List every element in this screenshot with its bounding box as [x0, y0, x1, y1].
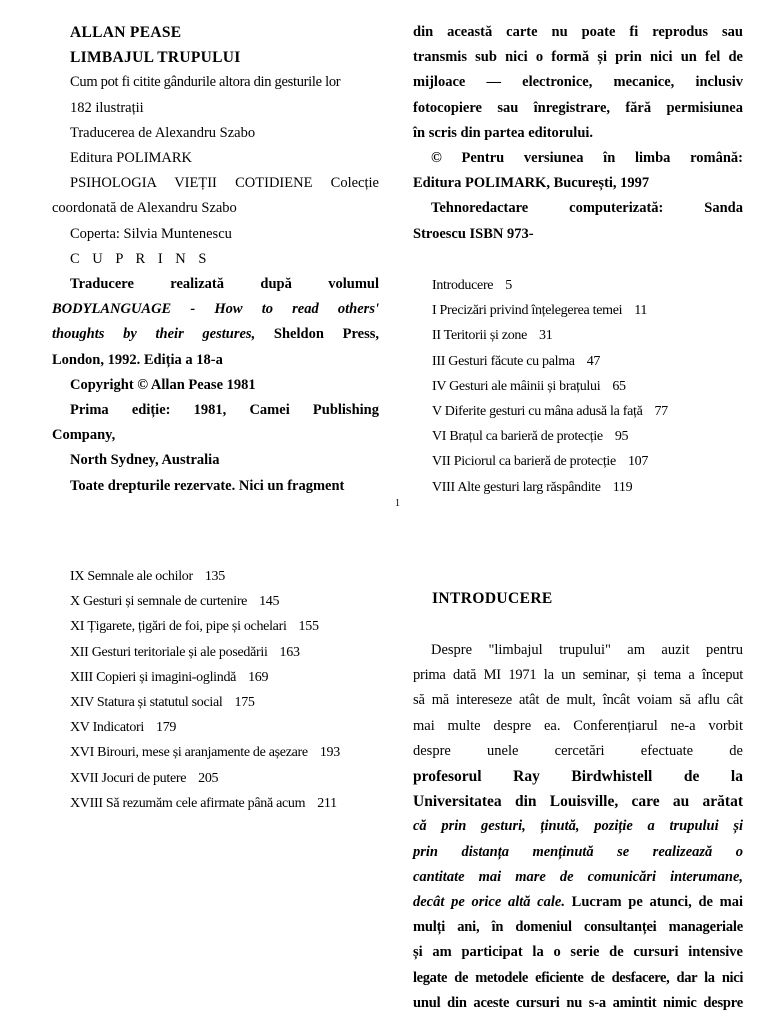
toc-entry[interactable]: IX Semnale ale ochilor 135: [70, 569, 225, 584]
intro-line: prima dată MI 1971 la un seminar, și tema a început: [413, 667, 743, 684]
collection-line-2: coordonată de Alexandru Szabo: [52, 200, 237, 217]
intro-emphasis: decât pe orice altă cale.: [413, 894, 565, 911]
page1-left-column: [52, 20, 379, 499]
book-author: ALLAN PEASE: [70, 24, 182, 41]
translation-line-2: BODYLANGUAGE - How to read others': [52, 301, 379, 318]
page1-right-column: [413, 20, 743, 247]
toc-entry[interactable]: III Gesturi făcute cu palma 47: [432, 353, 601, 369]
rights-line-5: în scris din partea editorului.: [413, 124, 594, 141]
page2-toc: [70, 564, 400, 816]
toc-entry[interactable]: IV Gesturi ale mâinii și brațului 65: [432, 378, 626, 394]
toc-entry[interactable]: X Gesturi și semnale de curtenire 145: [70, 594, 280, 610]
publisher-line: Editura POLIMARK: [70, 150, 193, 167]
toc-entry[interactable]: XVI Birouri, mese și aranjamente de așezare 193: [70, 745, 340, 761]
rights-line: Toate drepturile rezervate. Nici un fragment: [70, 477, 345, 494]
rights-line-4: fotocopiere sau înregistrare, fără permisiunea: [413, 99, 743, 116]
toc-entry[interactable]: II Teritorii și zone 31: [432, 328, 553, 344]
intro-continuation: Lucram pe atunci, de mai: [564, 894, 743, 911]
rights-line-3: mijloace — electronice, mecanice, inclusiv: [413, 74, 743, 91]
translation-original-title: thoughts by their gestures,: [52, 326, 256, 343]
intro-line: legate de metodele eficiente de desfacere, dar la nici: [413, 969, 743, 986]
intro-line: profesorul Ray Birdwhistell de la: [413, 768, 743, 786]
translation-line-1: Traducere realizată după volumul: [70, 276, 379, 293]
toc-entry[interactable]: XIV Statura și statutul social 175: [70, 695, 255, 711]
typesetting-line-1: Tehnoredactare computerizată: Sanda: [431, 200, 743, 217]
toc-entry[interactable]: XVII Jocuri de putere 205: [70, 770, 219, 786]
version-line-1: © Pentru versiunea în limba română:: [431, 150, 743, 167]
toc-entry[interactable]: Introducere 5: [432, 278, 512, 293]
copyright-line: Copyright © Allan Pease 1981: [70, 376, 256, 393]
toc-entry[interactable]: V Diferite gesturi cu mâna adusă la față 77: [432, 404, 668, 420]
page-number: 1: [395, 498, 400, 509]
translation-line-3: [52, 322, 379, 347]
first-edition-line-1: Prima ediție: 1981, Camei Publishing: [70, 402, 379, 419]
intro-line: mulți ani, în domeniul consultanței manageriale: [413, 919, 743, 936]
intro-line: mai multe despre ea. Conferențiarul ne-a vorbit: [413, 717, 743, 734]
toc-entry[interactable]: VIII Alte gesturi larg răspândite 119: [432, 479, 633, 495]
translator-line: Traducerea de Alexandru Szabo: [70, 124, 256, 141]
book-title: LIMBAJUL TRUPULUI: [70, 49, 241, 67]
toc-entry[interactable]: XIII Copieri și imagini-oglindă 169: [70, 669, 269, 685]
contents-heading: C U P R I N S: [70, 250, 211, 267]
translation-publisher: Sheldon Press,: [255, 326, 379, 343]
location-line: North Sydney, Australia: [70, 452, 220, 469]
intro-line: să mă intereseze atât de mult, încât voiam să aflu cât: [413, 692, 743, 709]
translation-line-4: London, 1992. Ediția a 18-a: [52, 351, 223, 368]
page1-toc: [432, 273, 752, 500]
toc-entry[interactable]: XI Țigarete, țigări de foi, pipe și ochelari 155: [70, 619, 319, 635]
intro-line: despre unele cercetări efectuate de: [413, 742, 743, 759]
version-line-2: Editura POLIMARK, București, 1997: [413, 175, 650, 192]
toc-entry[interactable]: VII Piciorul ca barieră de protecție 107: [432, 454, 649, 470]
cover-credit: Coperta: Silvia Muntenescu: [70, 225, 232, 242]
book-subtitle: Cum pot fi citite gândurile altora din gesturile lor: [70, 74, 341, 91]
intro-line: Despre "limbajul trupului" am auzit pentru: [431, 642, 743, 658]
first-edition-line-2: Company,: [52, 427, 116, 444]
intro-line: Universitatea din Louisville, care au arătat: [413, 793, 743, 811]
intro-line: [413, 890, 743, 915]
toc-entry[interactable]: VI Brațul ca barieră de protecție 95: [432, 429, 629, 445]
intro-line: unul din aceste cursuri nu s-a amintit nimic despre: [413, 994, 743, 1011]
intro-line: că prin gesturi, ținută, poziție a trupului și: [413, 818, 743, 835]
collection-line-1: PSIHOLOGIA VIEȚII COTIDIENE Colecție: [70, 175, 379, 192]
page2-intro-heading: [432, 590, 553, 608]
toc-entry[interactable]: XVIII Să rezumăm cele afirmate până acum 211: [70, 795, 337, 811]
toc-entry[interactable]: XII Gesturi teritoriale și ale posedării 163: [70, 644, 300, 660]
toc-entry[interactable]: XV Indicatori 179: [70, 720, 177, 736]
intro-line: prin distanța menținută se realizează o: [413, 843, 743, 860]
page2-intro-body: [413, 638, 743, 1016]
illustrations-count: 182 ilustrații: [70, 99, 144, 116]
typesetting-line-2: Stroescu ISBN 973-: [413, 225, 534, 242]
intro-line: cantitate mai mare de comunicări interumane,: [413, 868, 743, 885]
rights-line-1: din această carte nu poate fi reprodus sau: [413, 24, 743, 40]
introduction-heading: INTRODUCERE: [432, 590, 553, 607]
toc-entry[interactable]: I Precizări privind înțelegerea temei 11: [432, 303, 648, 319]
intro-line: și am participat la o serie de cursuri intensive: [413, 944, 743, 961]
rights-line-2: transmis sub nici o formă și prin nici un fel de: [413, 49, 743, 66]
